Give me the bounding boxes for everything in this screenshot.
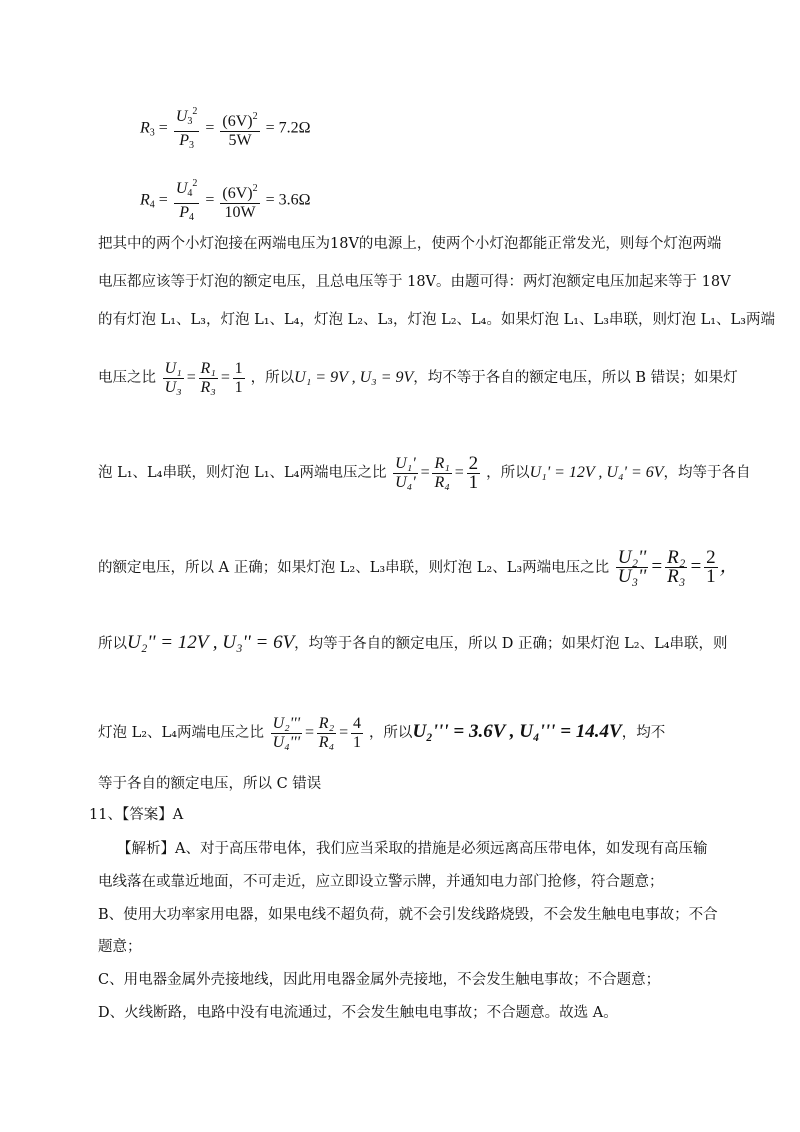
line8-text-b: ，所以 (368, 725, 413, 741)
r4-den: P (179, 204, 189, 221)
m4-f3-den: 1 (234, 378, 243, 396)
m5-f2-num: R₁ (434, 454, 450, 472)
r4-symbol: R (140, 191, 150, 209)
q11-analysis-line-3: B、使用大功率家用电器，如果电线不超负荷，就不会引发线路烧毁，不会发生触电电事故；不合 (98, 907, 718, 923)
q11-analysis-line-6: D、火线断路，电路中没有电流通过，不会发生触电电事故；不合题意。故选 A。 (98, 1005, 618, 1021)
m6-f2-num: R₂ (667, 547, 686, 569)
r4-num2-sup: 2 (252, 183, 258, 194)
paragraph-line-4 (98, 358, 738, 398)
r3-result: = 7.2Ω (265, 119, 311, 137)
r3-fraction-1 (174, 103, 200, 155)
formula-r4: $R_4$ = $\frac{U_4^2}{P_4}$ = $\frac{(6V)^2}{10W}$ = 3.6Ω (140, 175, 311, 227)
line7-text-a: 所以 (98, 636, 127, 652)
r4-den-sub: 4 (188, 212, 194, 223)
ratio-u1-u3: $\frac{\text{U₁}}{\text{U₃}}$ = $\frac{\text{R₁}}{\text{R₃}}$ = $\frac{1}{1}$ (164, 359, 243, 396)
m4-f2-num: R₁ (200, 359, 216, 377)
m7-values: U₂'' = 12V , U₃'' = 6V (127, 632, 295, 653)
paragraph-line-9: 等于各自的额定电压，所以 C 错误 (98, 776, 322, 792)
q11-analysis-line-1: 【解析】A、对于高压带电体，我们应当采取的措施是必须远离高压带电体，如发现有高压输 (117, 841, 708, 857)
r4-num: U (175, 180, 188, 197)
q11-analysis-line-5: C、用电器金属外壳接地线，因此用电器金属外壳接地，不会发生触电事故；不合题意； (98, 972, 661, 988)
paragraph-line-2: 电压都应该等于灯泡的额定电压，且总电压等于 18V。由题可得：两灯泡额定电压加起来等于 18V (98, 274, 731, 290)
paragraph-line-5 (98, 452, 751, 493)
paragraph-line-3: 的有灯泡 L₁、L₃，灯泡 L₁、L₄，灯泡 L₂、L₃，灯泡 L₂、L₄。如果灯泡 L₁、L₃串联，则灯泡 L₁、L₃两端 (98, 312, 775, 328)
r3-num: U (175, 108, 188, 125)
m5-f1-num: U₁' (395, 454, 416, 472)
paragraph-line-8 (98, 710, 710, 755)
line7-text-b: ，均等于各自的额定电压，所以 D 正确；如果灯泡 L₂、L₄串联，则 (294, 636, 728, 652)
m5-f1-den: U₄' (395, 473, 416, 491)
m5-f2-den: R₄ (434, 473, 450, 491)
line5-text-c: ，均等于各自 (663, 465, 751, 481)
r4-result: = 3.6Ω (265, 191, 311, 209)
m8-f1-den: U₄''' (272, 733, 300, 751)
r4-num2: (6V) (222, 185, 253, 202)
r3-subscript: 3 (149, 127, 155, 139)
m5-f3-den: 1 (468, 471, 479, 493)
r3-num-sup: 2 (192, 106, 198, 117)
line8-text-a: 灯泡 L₂、L₄两端电压之比 (98, 725, 264, 741)
line8-text-c: ，均不 (621, 725, 666, 741)
q11-analysis-line-2: 电线落在或靠近地面，不可走近，应立即设立警示牌，并通知电力部门抢修，符合题意； (98, 874, 664, 890)
m4-values: U₁ = 9V , U₃ = 9V (294, 369, 414, 386)
ratio-u1-u4: $\frac{\text{U₁'}}{\text{U₄'}}$ = $\frac{\text{R₁}}{\text{R₄}}$ = $\frac{2}{1}$ (395, 452, 479, 493)
line4-text-b: ，所以 (250, 370, 295, 386)
line4-text-a: 电压之比 (98, 370, 156, 386)
r4-den2: 10W (224, 204, 256, 221)
r3-num-sub: 3 (187, 116, 193, 127)
r3-symbol: R (140, 119, 150, 137)
r4-fraction-1 (174, 175, 200, 227)
m8-f2-den: R₄ (318, 733, 335, 751)
r3-num2: (6V) (222, 113, 253, 130)
line6-text-a: 的额定电压，所以 A 正确；如果灯泡 L₂、L₃串联，则灯泡 L₂、L₃两端电压之比 (98, 560, 610, 576)
r4-fraction-2 (220, 180, 259, 222)
formula-r3: $R_3$ = $\frac{U_3^2}{P_3}$ = $\frac{(6V)^2}{5W}$ = 7.2Ω (140, 103, 311, 155)
line5-text-b: ，所以 (486, 465, 530, 481)
q11-answer: 11、【答案】A (89, 807, 184, 823)
m8-f2-num: R₂ (318, 714, 335, 732)
m5-f3-num: 2 (468, 452, 479, 474)
m6-f1-den: U₃'' (617, 566, 647, 588)
paragraph-line-7 (98, 632, 728, 655)
m4-f3-num: 1 (234, 359, 243, 377)
q11-analysis-line-4: 题意； (98, 939, 142, 955)
m8-f3-num: 4 (352, 714, 361, 732)
line4-text-c: ，均不等于各自的额定电压，所以 B 错误；如果灯 (413, 370, 738, 386)
m6-f3-num: 2 (706, 547, 716, 569)
m4-f2-den: R₃ (200, 378, 216, 396)
r3-num2-sup: 2 (252, 111, 258, 122)
paragraph-line-1: 把其中的两个小灯泡接在两端电压为18V的电源上，使两个小灯泡都能正常发光，则每个灯泡两端 (98, 236, 722, 252)
r3-fraction-2 (220, 108, 259, 150)
r3-den2: 5W (228, 132, 252, 149)
ratio-u2-u4: $\frac{\text{U₂'''}}{\text{U₄'''}}$ = $\frac{\text{R₂}}{\text{R₄}}$ = $\frac{4}{1}$ (272, 714, 361, 751)
m8-f1-num: U₂''' (272, 714, 300, 732)
m6-f1-num: U₂'' (617, 547, 647, 569)
m5-values: U₁' = 12V , U₄' = 6V (529, 464, 664, 481)
m4-f1-num: U₁ (164, 359, 182, 377)
m8-f3-den: 1 (352, 733, 361, 751)
m4-f1-den: U₃ (164, 378, 182, 396)
paragraph-line-6 (98, 545, 739, 590)
r4-num-sub: 4 (187, 188, 193, 199)
m6-f2-den: R₃ (667, 566, 686, 588)
r4-num-sup: 2 (192, 178, 198, 189)
line5-text-a: 泡 L₁、L₄串联，则灯泡 L₁、L₄两端电压之比 (98, 465, 387, 481)
r4-subscript: 4 (149, 199, 155, 211)
m8-values: U₂''' = 3.6V , U₄''' = 14.4V (412, 721, 622, 742)
m6-f3-den: 1 (706, 566, 716, 588)
r3-den: P (179, 132, 189, 149)
ratio-u2-u3: $\frac{\text{U₂''}}{\text{U₃''}}$ = $\frac{\text{R₂}}{\text{R₃}}$ = $\frac{2}{1}$ ， (617, 547, 739, 588)
r3-den-sub: 3 (188, 140, 194, 151)
